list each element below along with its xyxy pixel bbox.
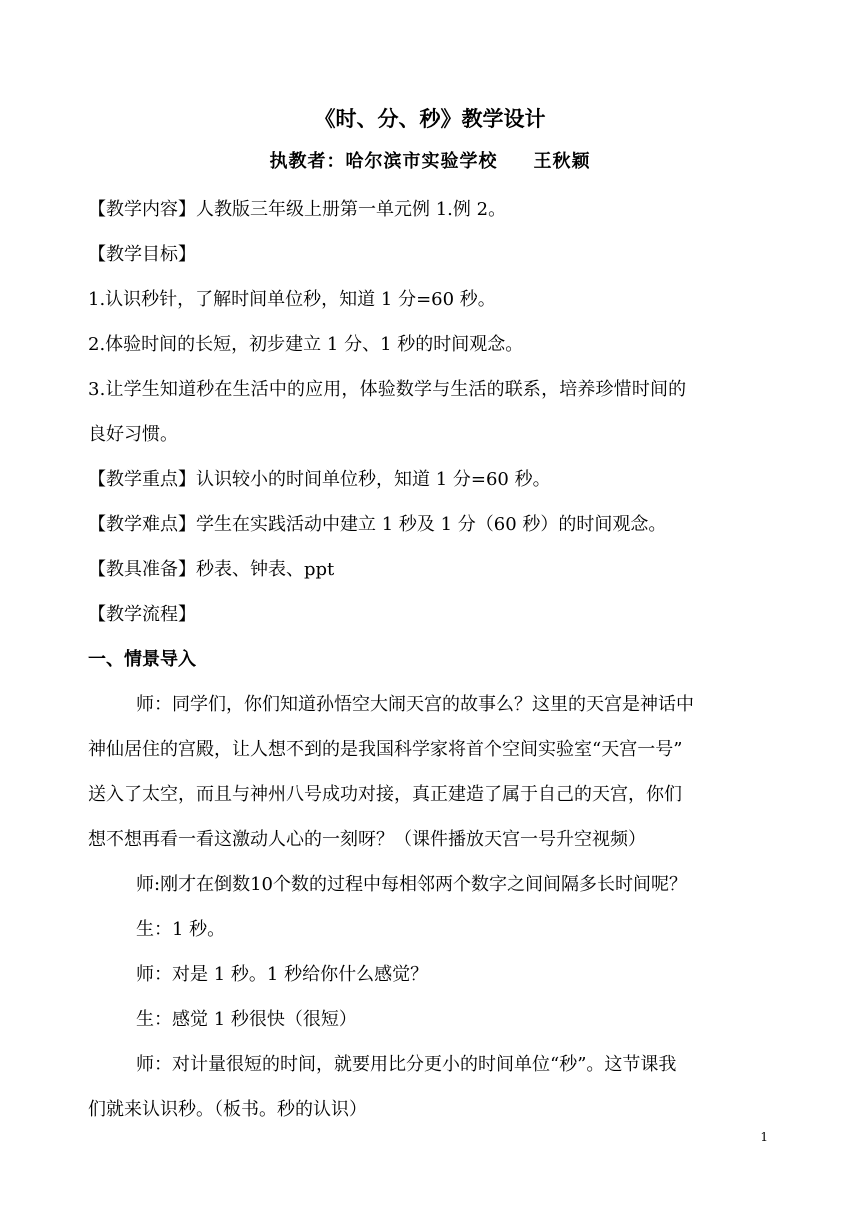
paragraph-1-line-3: 送入了太空，而且与神州八号成功对接，真正建造了属于自己的天宫，你们	[88, 784, 682, 805]
paragraph-4: 师：对是 1 秒。1 秒给你什么感觉？	[136, 964, 429, 985]
author-line	[0, 147, 860, 177]
goals-header: 【教学目标】	[88, 244, 196, 265]
process-header: 【教学流程】	[88, 604, 196, 625]
paragraph-1-line-4: 想不想再看一看这激动人心的一刻呀？（课件播放天宫一号升空视频）	[88, 829, 646, 850]
goal-3-line-2: 良好习惯。	[88, 424, 178, 445]
paragraph-2: 师:刚才在倒数10个数的过程中每相邻两个数字之间间隔多长时间呢？	[136, 874, 687, 895]
paragraph-5: 生：感觉 1 秒很快（很短）	[136, 1009, 357, 1030]
author-school: 执教者：哈尔滨市实验学校	[269, 151, 498, 172]
paragraph-1-line-2: 神仙居住的宫殿，让人想不到的是我国科学家将首个空间实验室“天宫一号”	[88, 739, 683, 760]
goal-2: 2.体验时间的长短，初步建立 1 分、1 秒的时间观念。	[88, 334, 524, 355]
teaching-content: 【教学内容】人教版三年级上册第一单元例 1.例 2。	[88, 199, 507, 220]
section-heading: 一、情景导入	[88, 649, 196, 670]
goal-1: 1.认识秒针，了解时间单位秒，知道 1 分=60 秒。	[88, 289, 496, 310]
key-point: 【教学重点】认识较小的时间单位秒，知道 1 分=60 秒。	[88, 469, 551, 490]
tools: 【教具准备】秒表、钟表、ppt	[88, 559, 335, 580]
author-name: 王秋颖	[533, 151, 591, 172]
page-number: 1	[760, 1130, 768, 1144]
document-title: 《时、分、秒》教学设计	[314, 107, 546, 131]
paragraph-1-line-1: 师：同学们，你们知道孙悟空大闹天宫的故事么？这里的天宫是神话中	[136, 694, 694, 715]
goal-3-line-1: 3.让学生知道秒在生活中的应用，体验数学与生活的联系，培养珍惜时间的	[88, 379, 687, 400]
paragraph-6-line-2: 们就来认识秒。（板书。秒的认识）	[88, 1099, 367, 1120]
paragraph-6-line-1: 师：对计量很短的时间，就要用比分更小的时间单位“秒”。这节课我	[136, 1054, 677, 1075]
difficulty: 【教学难点】学生在实践活动中建立 1 秒及 1 分（60 秒）的时间观念。	[88, 514, 667, 535]
paragraph-3: 生：1 秒。	[136, 919, 226, 940]
